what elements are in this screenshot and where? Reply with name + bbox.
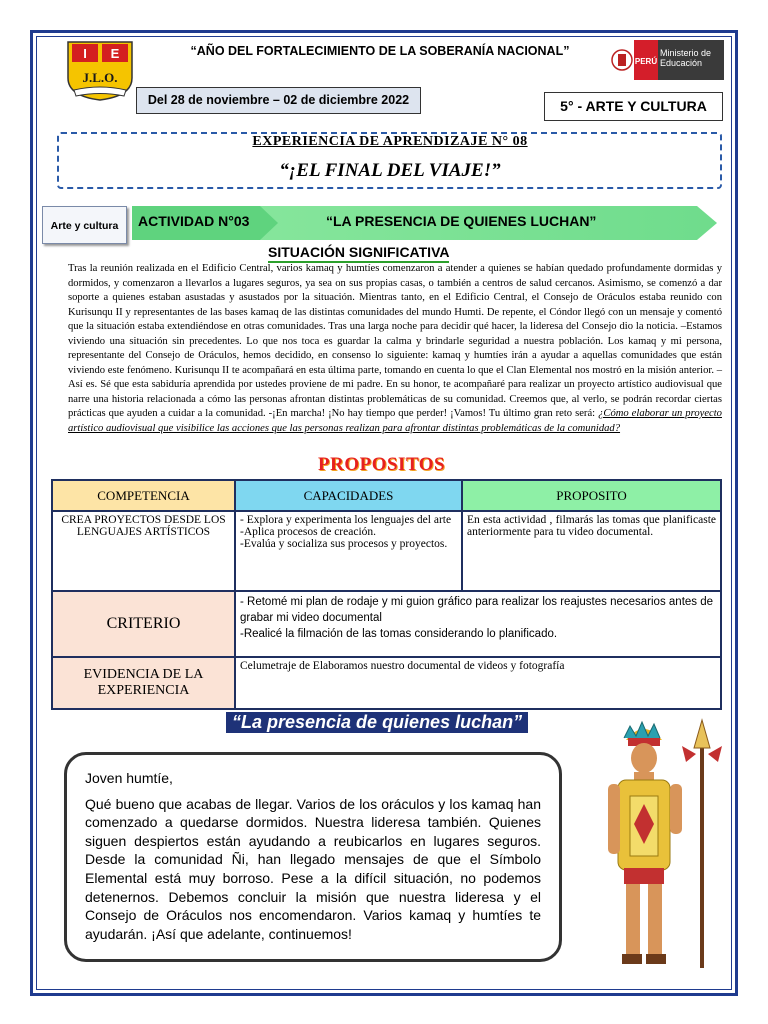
criterio-label: CRITERIO: [52, 591, 235, 657]
area-tab: Arte y cultura: [42, 206, 127, 244]
proposito-cell: En esta actividad , filmarás las tomas que planificaste anteriormente para tu video documental.: [462, 511, 721, 591]
peru-shield-icon: [612, 50, 632, 70]
criterio-cell: [235, 591, 721, 657]
experience-label: EXPERIENCIA DE APRENDIZAJE N° 08: [252, 134, 528, 149]
header-capacidades: CAPACIDADES: [235, 480, 462, 511]
letter-greeting: Joven humtíe,: [85, 770, 173, 786]
situation-challenge: ¿Cómo elaborar un proyecto artístico audiovisual que visibilice las acciones que las personas realizan para afrontar distintas problemáticas de la comunidad?: [68, 408, 722, 434]
header-proposito: PROPOSITO: [462, 480, 721, 511]
capacidad-item: -Evalúa y socializa sus procesos y proyectos.: [240, 538, 448, 550]
evidencia-label: EVIDENCIA DE LA EXPERIENCIA: [52, 657, 235, 709]
letter-box: [64, 752, 562, 962]
situation-body: [68, 262, 722, 436]
situation-heading: SITUACIÓN SIGNIFICATIVA: [268, 244, 449, 263]
letter-body: Qué bueno que acabas de llegar. Varios de los oráculos y los kamaq han comenzado a quedarse dormidos. Nuestra lideresa también. Quienes siguen despiertos están ayudando a reubicarlos en lugares seguros. Desde la comunidad Ñi, han llegado mensajes de que el Símbolo Elemental está muy borroso. Pese a la difícil situación, no podemos detenernos. Debemos concluir la misión que nuestra lideresa y el Consejo de Oráculos nos encomendaron. Varios kamaq y humtíes te ayudarán. ¡Así que adelante, continuemos!: [85, 795, 541, 942]
situation-text: Tras la reunión realizada en el Edificio Central, varios kamaq y humtíes comenzaron a atender a quienes se habían quedado profundamente dormidas y dormidos, y comenzaron a llevarlos a lugares seguros, ya sea on sus propias casas, o también a centros de salud cercanos. Asimismo, se comenzó a dar soporte a quienes estaban asustadas y asustados por la situación. Mientras tanto, en el Edificio Central, el Consejo de Oráculos estaba reunido con Kurisunqu II y representantes de las bases kamaq de las distintas comunidades del mundo Humti. De repente, el Cóndor llegó con un mensaje y comentó que la situación estaba extendiéndose en otras comunidades. Tras una larga noche para decidir qué hacer, la lideresa del Consejo dio la noticia. –Estamos viviendo una situación sin precedentes. Lo que nos toca es guardar la calma y brindarle seguridad a nuestra población. Los kamaq y mi persona, representante del Consejo de Oráculos, hemos decidido, en consenso lo siguiente: kamaq y humtíes irán a ayudar a aquellas comunidades que están viviendo este fenómeno. Kurisunqu II te acompañará en esta última parte, tomando en cuenta lo que el Clan Elemental nos mostró en la misión anterior. –Así es. Sé que esta sabiduría aprendida por ustedes proviene de mi padre. En su honor, te acompañaré para realizar un proyecto artístico audiovisual que narre una historia relacionada a cómo las personas afrontan distintas problemáticas de su comunidad. Creemos que, al verlo, se podrán recordar ciertas prácticas que ayuden a cuidar a la comunidad. -¡En marcha! ¡No hay tiempo que perder! ¡Vamos! Tu último gran reto será:: [68, 263, 722, 419]
capacidades-cell: [235, 511, 462, 591]
ministry-logo: [610, 38, 726, 82]
experience-title: “¡EL FINAL DEL VIAJE!”: [279, 160, 501, 181]
activity-title: “LA PRESENCIA DE QUIENES LUCHAN”: [326, 213, 597, 229]
year-title: “AÑO DEL FORTALECIMIENTO DE LA SOBERANÍA NACIONAL”: [190, 44, 570, 58]
evidencia-cell: Celumetraje de Elaboramos nuestro documental de videos y fotografía: [235, 657, 721, 709]
story-heading: “La presencia de quienes luchan”: [226, 712, 528, 733]
competencia-cell: CREA PROYECTOS DESDE LOS LENGUAJES ARTÍSTICOS: [52, 511, 235, 591]
ministry-country: PERÚ: [634, 57, 658, 66]
ministry-name: Ministerio de Educación: [660, 48, 712, 68]
grade-badge: 5° - ARTE Y CULTURA: [544, 92, 723, 121]
criterio-item: -Realicé la filmación de las tomas considerando lo planificado.: [240, 628, 558, 640]
header-competencia: COMPETENCIA: [52, 480, 235, 511]
activity-number: ACTIVIDAD N°03: [138, 213, 250, 229]
capacidad-item: -Aplica procesos de creación.: [240, 526, 377, 538]
date-range: Del 28 de noviembre – 02 de diciembre 2022: [136, 87, 421, 114]
logo-name: J.L.O.: [82, 70, 118, 85]
purposes-table: [51, 479, 722, 710]
capacidad-item: - Explora y experimenta los lenguajes del arte: [240, 514, 452, 526]
school-logo: [64, 38, 136, 102]
logo-letter-i: I: [83, 46, 87, 61]
purposes-heading: PROPOSITOS: [318, 454, 446, 475]
criterio-item: - Retomé mi plan de rodaje y mi guion gráfico para realizar los reajustes necesarios antes de grabar mi video documental: [240, 596, 714, 624]
logo-letter-e: E: [110, 46, 120, 61]
inca-warrior-illustration: [594, 718, 724, 974]
